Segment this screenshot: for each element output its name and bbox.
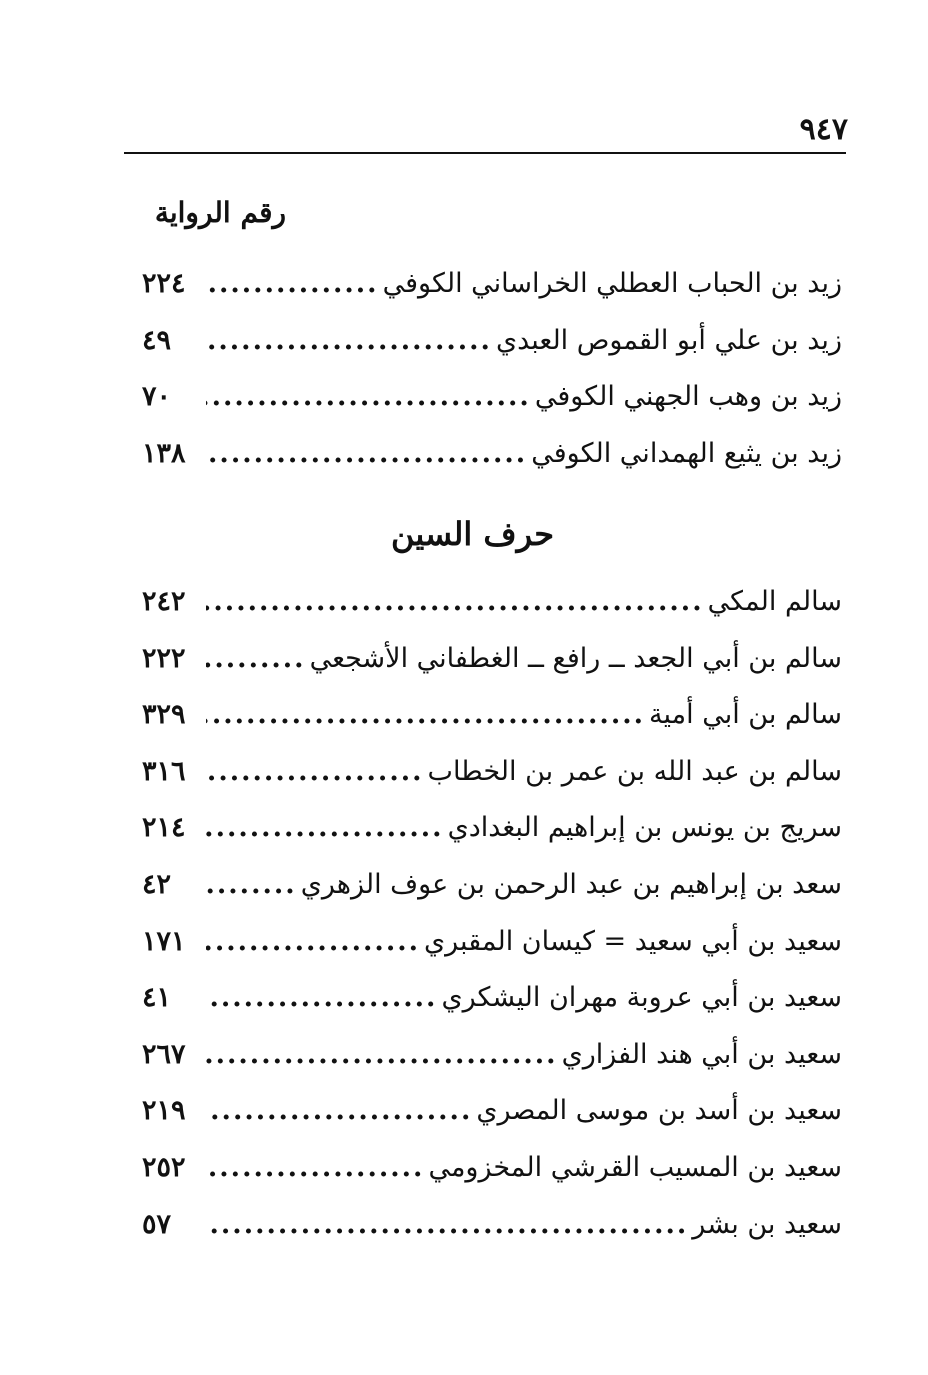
index-entry <box>142 1209 842 1266</box>
dot-leader <box>206 869 297 900</box>
entry-number: ٣٢٩ <box>142 699 186 731</box>
index-entry <box>142 268 842 325</box>
entry-number: ١٣٨ <box>142 437 186 469</box>
entry-number: ١٧١ <box>142 925 186 957</box>
entry-number: ٤١ <box>142 982 172 1014</box>
dot-leader <box>206 268 379 299</box>
dot-leader <box>206 982 437 1013</box>
entry-name: سعيد بن أبي سعيد = كيسان المقبري <box>424 925 842 957</box>
index-entry <box>142 699 842 756</box>
dot-leader <box>206 1039 558 1070</box>
entry-name: سعيد بن أبي عروبة مهران اليشكري <box>441 982 842 1014</box>
index-entry <box>142 1095 842 1152</box>
dot-leader <box>206 1095 472 1126</box>
dot-leader <box>206 756 424 787</box>
entry-name: سالم بن أبي الجعد ــ رافع ــ الغطفاني الأشجعي <box>309 642 842 674</box>
entry-number: ٥٧ <box>142 1208 172 1240</box>
dot-leader <box>206 643 306 674</box>
entry-name: سعيد بن بشر <box>692 1208 842 1240</box>
dot-leader <box>206 926 420 957</box>
entry-number: ٢٤٢ <box>142 586 186 617</box>
index-entry <box>142 982 842 1039</box>
entry-name: سريج بن يونس بن إبراهيم البغدادي <box>447 812 842 844</box>
entry-name: زيد بن وهب الجهني الكوفي <box>534 381 842 413</box>
page-number: ٩٤٧ <box>799 112 848 147</box>
entry-name: سعيد بن أسد بن موسى المصري <box>476 1095 842 1127</box>
index-entry <box>142 643 842 700</box>
entry-number: ٢٥٢ <box>142 1151 186 1183</box>
column-header: رقم الرواية <box>154 196 286 229</box>
index-entry <box>142 756 842 813</box>
header-rule <box>124 152 846 154</box>
dot-leader <box>206 438 527 469</box>
entry-name: سالم بن عبد الله بن عمر بن الخطاب <box>427 755 842 787</box>
dot-leader <box>206 381 531 412</box>
entry-name: سعد بن إبراهيم بن عبد الرحمن بن عوف الزهري <box>300 868 842 900</box>
index-entry <box>142 381 842 438</box>
index-entry <box>142 325 842 382</box>
entry-name: سالم بن أبي أمية <box>649 699 842 731</box>
index-entry <box>142 586 842 643</box>
index-entry <box>142 1039 842 1096</box>
entry-number: ٢٢٤ <box>142 268 186 299</box>
section-title: حرف السين <box>391 515 554 553</box>
dot-leader <box>206 1209 688 1240</box>
entry-name: زيد بن يثيع الهمداني الكوفي <box>531 437 842 469</box>
entry-number: ٧٠ <box>142 381 172 413</box>
entry-name: سعيد بن أبي هند الفزاري <box>561 1038 842 1070</box>
entry-name: سالم المكي <box>707 586 842 617</box>
index-entry <box>142 438 842 495</box>
entry-number: ٣١٦ <box>142 755 186 787</box>
dot-leader <box>206 325 492 356</box>
dot-leader <box>206 586 704 617</box>
index-entry <box>142 1152 842 1209</box>
entry-number: ٢٦٧ <box>142 1038 186 1070</box>
index-entry <box>142 812 842 869</box>
dot-leader <box>206 699 645 730</box>
entry-number: ٢١٩ <box>142 1095 186 1127</box>
entry-number: ٤٩ <box>142 324 172 356</box>
index-entry <box>142 869 842 926</box>
entry-number: ٢١٤ <box>142 812 186 844</box>
entry-number: ٢٢٢ <box>142 642 186 674</box>
entry-number: ٤٢ <box>142 868 172 900</box>
index-entry <box>142 926 842 983</box>
entry-name: زيد بن الحباب العطلي الخراساني الكوفي <box>382 268 842 299</box>
dot-leader <box>206 812 444 843</box>
entries-sin <box>142 586 842 1265</box>
entries-zay <box>142 268 842 494</box>
dot-leader <box>206 1152 424 1183</box>
entry-name: زيد بن علي أبو القموص العبدي <box>495 324 842 356</box>
entry-name: سعيد بن المسيب القرشي المخزومي <box>428 1151 842 1183</box>
